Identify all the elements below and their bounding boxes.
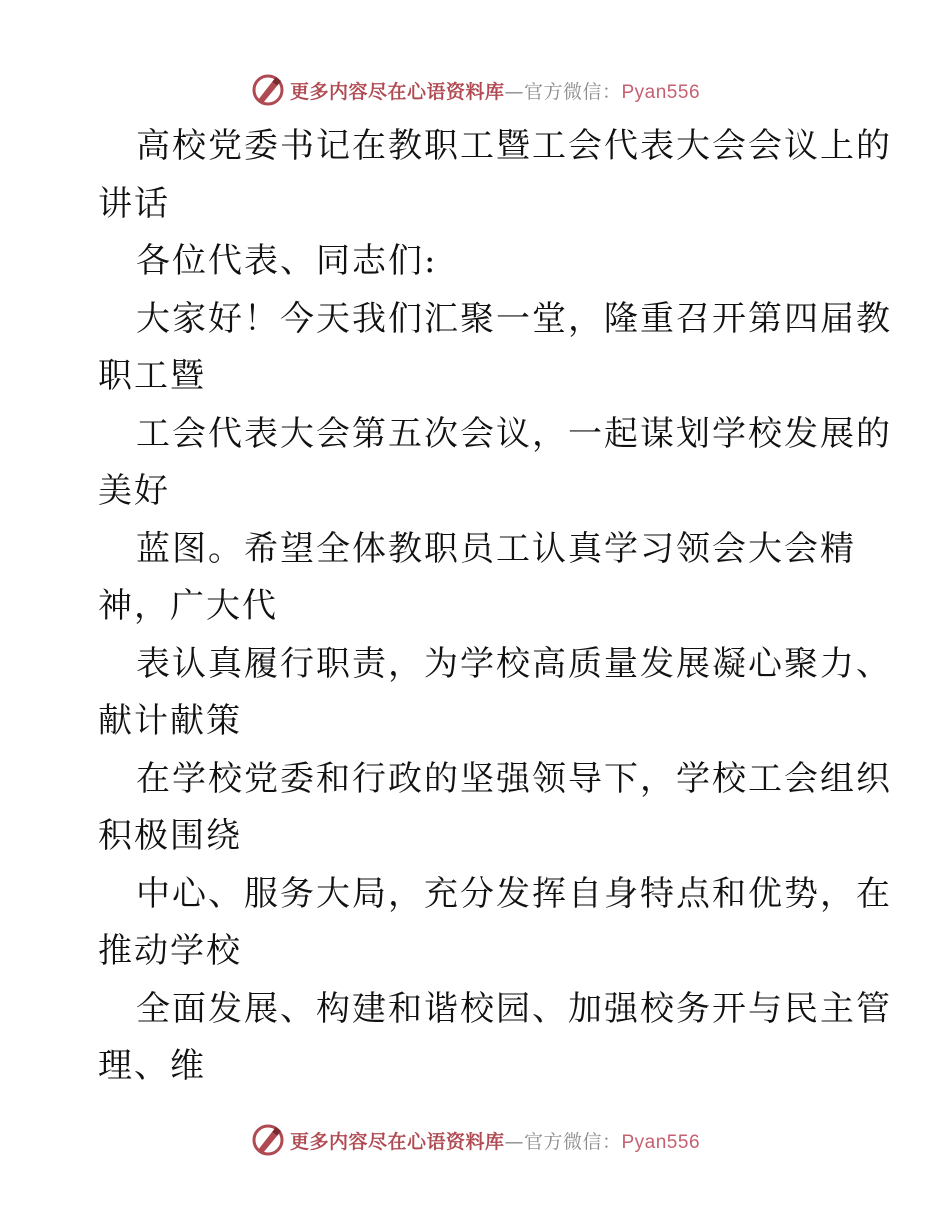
title-line-2: 讲话 [98,183,170,224]
paragraph-line: 神，广大代 [98,586,278,626]
paragraph-line: 蓝图。希望全体教职员工认真学习领会大会精 [136,528,856,569]
pen-in-circle-icon [250,1122,286,1158]
banner-brand: 更多内容尽在心语资料库 [289,80,505,103]
banner-dash: — [504,1130,524,1153]
paragraph-line: 理、维 [98,1046,206,1086]
title-line-1: 高校党委书记在教职工暨工会代表大会会议上的 [136,126,892,166]
paragraph-line: 全面发展、构建和谐校园、加强校务开与民主管 [136,988,892,1029]
paragraph-line: 职工暨 [98,356,206,396]
paragraph-line: 积极围绕 [98,816,242,856]
paragraph-line: 在学校党委和行政的坚强领导下，学校工会组织 [136,758,892,799]
banner-dash: — [504,80,524,103]
salutation: 各位代表、同志们: [136,241,438,281]
paragraph-line: 献计献策 [98,701,242,741]
paragraph-line: 美好 [98,471,170,511]
paragraph-line: 工会代表大会第五次会议，一起谋划学校发展的 [136,413,892,454]
paragraph-line: 表认真履行职责，为学校高质量发展凝心聚力、 [136,643,892,684]
banner-label: 官方微信： [523,1130,622,1153]
pen-in-circle-icon [250,72,286,108]
banner-brand: 更多内容尽在心语资料库 [289,1130,505,1153]
banner-wechat-id: Pyan556 [621,1131,701,1153]
banner-label: 官方微信： [523,80,622,103]
header-banner-text [290,77,700,104]
paragraph-line: 大家好！今天我们汇聚一堂，隆重召开第四届教 [136,298,892,339]
footer-banner [0,1120,950,1160]
paragraph-line: 推动学校 [98,931,242,971]
banner-wechat-id: Pyan556 [621,81,701,103]
header-banner [0,70,950,110]
document-body [98,118,892,1096]
paragraph-line: 中心、服务大局，充分发挥自身特点和优势，在 [136,873,892,914]
footer-banner-text [290,1127,700,1154]
